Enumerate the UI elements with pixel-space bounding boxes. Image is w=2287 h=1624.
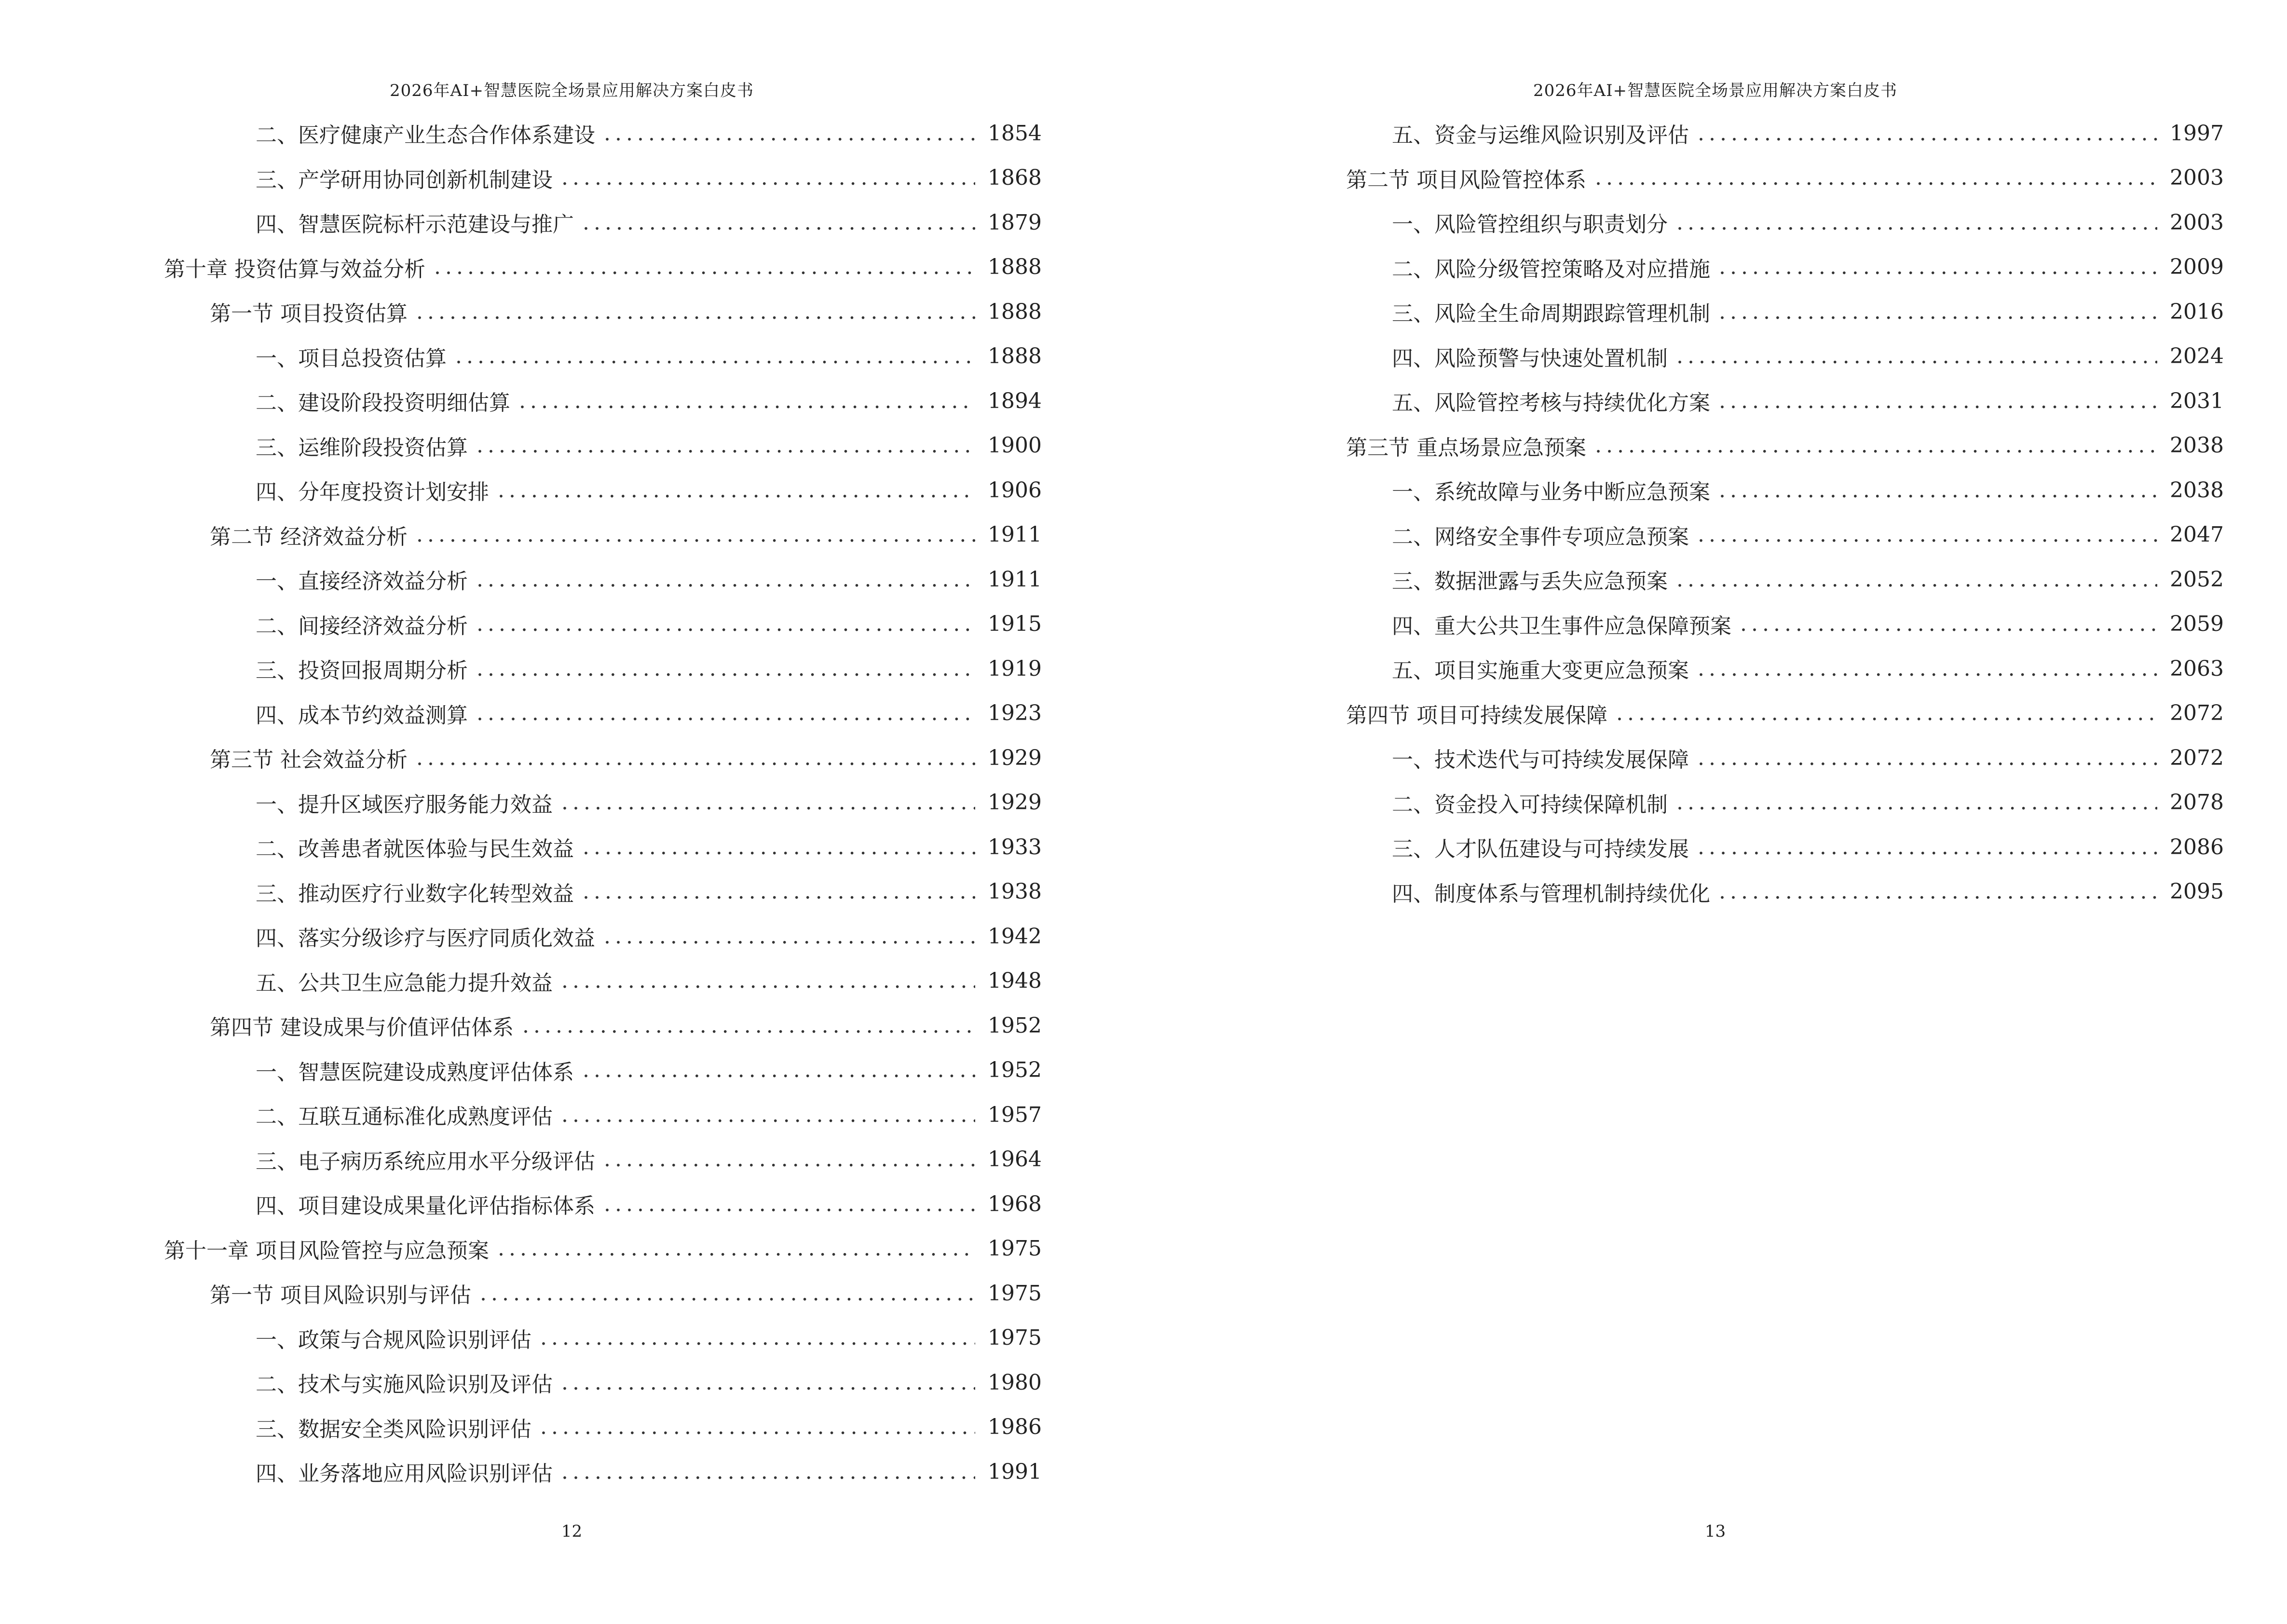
toc-entry[interactable]	[164, 111, 1042, 156]
toc-entry-page-number: 1975	[988, 1325, 1042, 1351]
toc-entry-title: 四、落实分级诊疗与医疗同质化效益	[256, 926, 595, 951]
dot-leader	[522, 1013, 975, 1038]
toc-entry-title: 一、风险管控组织与职责划分	[1392, 212, 1668, 237]
dot-leader	[519, 389, 975, 413]
toc-entry-page-number: 1868	[988, 165, 1042, 191]
toc-entry-page-number: 1952	[988, 1058, 1042, 1083]
dot-leader	[476, 612, 975, 636]
toc-entry-title: 一、提升区域医疗服务能力效益	[256, 792, 553, 817]
toc-entry[interactable]	[164, 1137, 1042, 1182]
toc-entry-page-number: 1933	[988, 834, 1042, 860]
toc-entry-title: 第一节 项目投资估算	[210, 301, 408, 327]
dot-leader	[1698, 121, 2157, 146]
dot-leader	[604, 121, 975, 146]
toc-entry-page-number: 1975	[988, 1281, 1042, 1306]
toc-entry[interactable]	[1346, 602, 2224, 647]
toc-entry-page-number: 2072	[2170, 745, 2224, 770]
toc-entry-title: 二、建设阶段投资明细估算	[256, 391, 510, 416]
toc-entry-page-number: 2078	[2170, 790, 2224, 815]
toc-entry[interactable]	[1346, 289, 2224, 334]
dot-leader	[604, 924, 975, 949]
toc-entry-title: 第十一章 项目风险管控与应急预案	[164, 1238, 489, 1263]
toc-entry[interactable]	[1346, 245, 2224, 290]
toc-entry-title: 二、互联互通标准化成熟度评估	[256, 1105, 553, 1130]
dot-leader	[476, 656, 975, 681]
toc-entry-page-number: 1911	[988, 522, 1042, 547]
toc-entry[interactable]	[164, 200, 1042, 245]
dot-leader	[1698, 522, 2157, 547]
toc-entry-title: 三、风险全生命周期跟踪管理机制	[1392, 301, 1710, 327]
toc-entry[interactable]	[164, 1360, 1042, 1405]
toc-entry[interactable]	[164, 646, 1042, 691]
toc-entry[interactable]	[164, 914, 1042, 959]
toc-entry[interactable]	[1346, 379, 2224, 423]
toc-entry[interactable]	[164, 468, 1042, 513]
toc-entry-title: 三、数据泄露与丢失应急预案	[1392, 569, 1668, 594]
toc-entry-title: 第二节 经济效益分析	[210, 524, 408, 549]
toc-entry-page-number: 1991	[988, 1459, 1042, 1484]
dot-leader	[1719, 300, 2157, 324]
toc-entry-title: 二、医疗健康产业生态合作体系建设	[256, 123, 595, 148]
toc-entry-title: 四、项目建设成果量化评估指标体系	[256, 1194, 595, 1219]
toc-entry-page-number: 1879	[988, 210, 1042, 235]
toc-entry-page-number: 1986	[988, 1415, 1042, 1440]
toc-entry-title: 四、重大公共卫生事件应急保障预案	[1392, 614, 1731, 639]
toc-entry-title: 第四节 建设成果与价值评估体系	[210, 1015, 514, 1040]
dot-leader	[1698, 656, 2157, 681]
table-of-contents	[1346, 111, 2224, 914]
toc-entry-page-number: 1975	[988, 1236, 1042, 1261]
toc-entry-title: 一、技术迭代与可持续发展保障	[1392, 748, 1689, 773]
dot-leader	[1719, 255, 2157, 279]
toc-entry[interactable]	[1346, 156, 2224, 201]
toc-entry-page-number: 1957	[988, 1102, 1042, 1127]
toc-entry-page-number: 1964	[988, 1147, 1042, 1172]
dot-leader	[604, 1192, 975, 1216]
dot-leader	[476, 433, 975, 458]
toc-entry-page-number: 1980	[988, 1370, 1042, 1395]
toc-entry-page-number: 1929	[988, 790, 1042, 815]
toc-entry-title: 五、风险管控考核与持续优化方案	[1392, 391, 1710, 416]
dot-leader	[1698, 746, 2157, 770]
toc-entry-page-number: 2016	[2170, 299, 2224, 324]
toc-entry[interactable]	[164, 736, 1042, 780]
toc-entry[interactable]	[1346, 691, 2224, 736]
toc-entry-title: 二、技术与实施风险识别及评估	[256, 1372, 553, 1397]
toc-entry[interactable]	[164, 379, 1042, 423]
toc-entry-page-number: 2072	[2170, 701, 2224, 726]
page-number: 13	[1704, 1522, 1726, 1541]
toc-entry-page-number: 1888	[988, 344, 1042, 369]
toc-entry-page-number: 1900	[988, 433, 1042, 458]
dot-leader	[416, 522, 975, 547]
dot-leader	[583, 835, 975, 860]
toc-entry-page-number: 2038	[2170, 478, 2224, 503]
dot-leader	[1698, 835, 2157, 860]
toc-entry-title: 二、网络安全事件专项应急预案	[1392, 524, 1689, 549]
toc-entry-title: 五、资金与运维风险识别及评估	[1392, 123, 1689, 148]
toc-entry[interactable]	[164, 1092, 1042, 1137]
dot-leader	[1616, 701, 2157, 725]
toc-entry-title: 一、智慧医院建设成熟度评估体系	[256, 1060, 574, 1085]
dot-leader	[1719, 478, 2157, 503]
toc-entry-page-number: 1894	[988, 388, 1042, 413]
toc-entry-title: 四、智慧医院标杆示范建设与推广	[256, 212, 574, 237]
dot-leader	[498, 478, 975, 503]
toc-entry[interactable]	[164, 1048, 1042, 1093]
dot-leader	[561, 165, 975, 190]
toc-entry-title: 五、项目实施重大变更应急预案	[1392, 658, 1689, 683]
toc-entry-page-number: 1923	[988, 701, 1042, 726]
toc-entry-page-number: 1888	[988, 299, 1042, 324]
dot-leader	[540, 1415, 975, 1439]
dot-leader	[540, 1325, 975, 1350]
toc-entry[interactable]	[164, 1003, 1042, 1048]
toc-entry-page-number: 1915	[988, 612, 1042, 637]
toc-entry[interactable]	[164, 1227, 1042, 1271]
toc-entry[interactable]	[1346, 736, 2224, 780]
toc-entry-page-number: 2059	[2170, 612, 2224, 637]
toc-entry-title: 三、数据安全类风险识别评估	[256, 1417, 531, 1442]
toc-entry[interactable]	[1346, 513, 2224, 558]
toc-entry-page-number: 1906	[988, 478, 1042, 503]
toc-entry-page-number: 2003	[2170, 210, 2224, 235]
toc-entry-page-number: 2047	[2170, 522, 2224, 547]
toc-entry-title: 第十章 投资估算与效益分析	[164, 257, 425, 282]
toc-entry-title: 四、风险预警与快速处置机制	[1392, 346, 1668, 371]
running-header: 2026年AI+智慧医院全场景应用解决方案白皮书	[1533, 81, 1897, 100]
toc-entry-page-number: 1952	[988, 1013, 1042, 1038]
toc-entry-page-number: 2009	[2170, 255, 2224, 280]
toc-entry[interactable]	[164, 1449, 1042, 1494]
toc-entry-page-number: 1997	[2170, 121, 2224, 146]
toc-entry[interactable]	[164, 156, 1042, 201]
toc-entry-page-number: 1854	[988, 121, 1042, 146]
dot-leader	[604, 1147, 975, 1172]
toc-entry-page-number: 2031	[2170, 388, 2224, 413]
toc-entry[interactable]	[1346, 557, 2224, 602]
toc-entry[interactable]	[1346, 111, 2224, 156]
toc-entry-title: 第二节 项目风险管控体系	[1346, 167, 1586, 192]
toc-entry[interactable]	[164, 245, 1042, 290]
toc-entry[interactable]	[164, 1316, 1042, 1361]
dot-leader	[1595, 433, 2157, 458]
dot-leader	[1719, 879, 2157, 904]
dot-leader	[476, 701, 975, 725]
toc-entry-title: 一、系统故障与业务中断应急预案	[1392, 480, 1710, 505]
toc-entry-page-number: 1888	[988, 255, 1042, 280]
dot-leader	[1676, 790, 2157, 815]
toc-entry[interactable]	[1346, 200, 2224, 245]
dot-leader	[416, 300, 975, 324]
toc-entry[interactable]	[164, 289, 1042, 334]
toc-entry-title: 一、项目总投资估算	[256, 346, 447, 371]
dot-leader	[1676, 210, 2157, 235]
toc-entry-title: 四、制度体系与管理机制持续优化	[1392, 881, 1710, 906]
toc-entry-title: 二、风险分级管控策略及对应措施	[1392, 257, 1710, 282]
toc-entry[interactable]	[164, 870, 1042, 914]
toc-entry-title: 三、产学研用协同创新机制建设	[256, 167, 553, 192]
toc-entry-title: 四、业务落地应用风险识别评估	[256, 1461, 553, 1487]
toc-entry[interactable]	[164, 1182, 1042, 1227]
toc-entry-title: 二、改善患者就医体验与民生效益	[256, 837, 574, 862]
dot-leader	[561, 1103, 975, 1127]
toc-entry-title: 第三节 重点场景应急预案	[1346, 435, 1586, 460]
dot-leader	[434, 255, 975, 279]
toc-entry-page-number: 2038	[2170, 433, 2224, 458]
toc-entry[interactable]	[164, 334, 1042, 379]
toc-entry[interactable]	[164, 602, 1042, 647]
dot-leader	[455, 344, 975, 368]
toc-entry-title: 三、运维阶段投资估算	[256, 435, 468, 460]
dot-leader	[1595, 165, 2157, 190]
dot-leader	[476, 567, 975, 592]
toc-entry[interactable]	[1346, 825, 2224, 870]
toc-entry-page-number: 2086	[2170, 834, 2224, 860]
right-page	[1144, 0, 2287, 1624]
toc-entry[interactable]	[1346, 870, 2224, 914]
table-of-contents	[164, 111, 1042, 1494]
toc-entry-page-number: 1942	[988, 924, 1042, 949]
dot-leader	[1676, 344, 2157, 368]
toc-entry-page-number: 2024	[2170, 344, 2224, 369]
toc-entry-title: 三、推动医疗行业数字化转型效益	[256, 881, 574, 906]
toc-entry[interactable]	[1346, 423, 2224, 468]
dot-leader	[416, 746, 975, 770]
toc-entry-title: 第三节 社会效益分析	[210, 748, 408, 773]
dot-leader	[583, 210, 975, 235]
toc-entry-title: 第四节 项目可持续发展保障	[1346, 703, 1607, 728]
toc-entry[interactable]	[1346, 780, 2224, 825]
toc-entry-page-number: 2063	[2170, 656, 2224, 681]
dot-leader	[561, 1370, 975, 1395]
dot-leader	[1740, 612, 2157, 636]
toc-entry-page-number: 2095	[2170, 879, 2224, 904]
dot-leader	[561, 790, 975, 815]
toc-entry-title: 第一节 项目风险识别与评估	[210, 1283, 471, 1308]
toc-entry[interactable]	[164, 1405, 1042, 1450]
toc-entry-title: 四、分年度投资计划安排	[256, 480, 489, 505]
toc-entry-title: 五、公共卫生应急能力提升效益	[256, 970, 553, 996]
toc-entry-page-number: 1919	[988, 656, 1042, 681]
toc-entry-title: 三、投资回报周期分析	[256, 658, 468, 683]
toc-entry-page-number: 1948	[988, 969, 1042, 994]
toc-entry-page-number: 1911	[988, 567, 1042, 592]
toc-entry[interactable]	[164, 423, 1042, 468]
page-number: 12	[561, 1522, 583, 1541]
toc-entry[interactable]	[164, 557, 1042, 602]
toc-entry-title: 三、电子病历系统应用水平分级评估	[256, 1149, 595, 1174]
toc-entry-title: 一、政策与合规风险识别评估	[256, 1327, 531, 1352]
toc-entry[interactable]	[1346, 646, 2224, 691]
toc-entry[interactable]	[164, 513, 1042, 558]
dot-leader	[583, 1058, 975, 1082]
dot-leader	[561, 969, 975, 993]
toc-entry-title: 四、成本节约效益测算	[256, 703, 468, 728]
toc-entry[interactable]	[1346, 468, 2224, 513]
dot-leader	[498, 1236, 975, 1261]
toc-entry-page-number: 1929	[988, 745, 1042, 770]
dot-leader	[480, 1281, 975, 1306]
dot-leader	[561, 1460, 975, 1484]
running-header: 2026年AI+智慧医院全场景应用解决方案白皮书	[390, 81, 754, 100]
toc-entry[interactable]	[1346, 334, 2224, 379]
dot-leader	[1719, 389, 2157, 413]
toc-entry[interactable]	[164, 1271, 1042, 1316]
toc-entry[interactable]	[164, 825, 1042, 870]
toc-entry-page-number: 2003	[2170, 165, 2224, 191]
toc-entry-page-number: 1968	[988, 1191, 1042, 1216]
toc-entry[interactable]	[164, 780, 1042, 825]
toc-entry-title: 二、资金投入可持续保障机制	[1392, 792, 1668, 817]
toc-entry[interactable]	[164, 691, 1042, 736]
dot-leader	[1676, 567, 2157, 592]
dot-leader	[583, 879, 975, 904]
toc-entry-title: 一、直接经济效益分析	[256, 569, 468, 594]
toc-entry-title: 二、间接经济效益分析	[256, 614, 468, 639]
toc-entry-page-number: 1938	[988, 879, 1042, 904]
toc-entry-title: 三、人才队伍建设与可持续发展	[1392, 837, 1689, 862]
toc-entry[interactable]	[164, 959, 1042, 1004]
toc-entry-page-number: 2052	[2170, 567, 2224, 592]
